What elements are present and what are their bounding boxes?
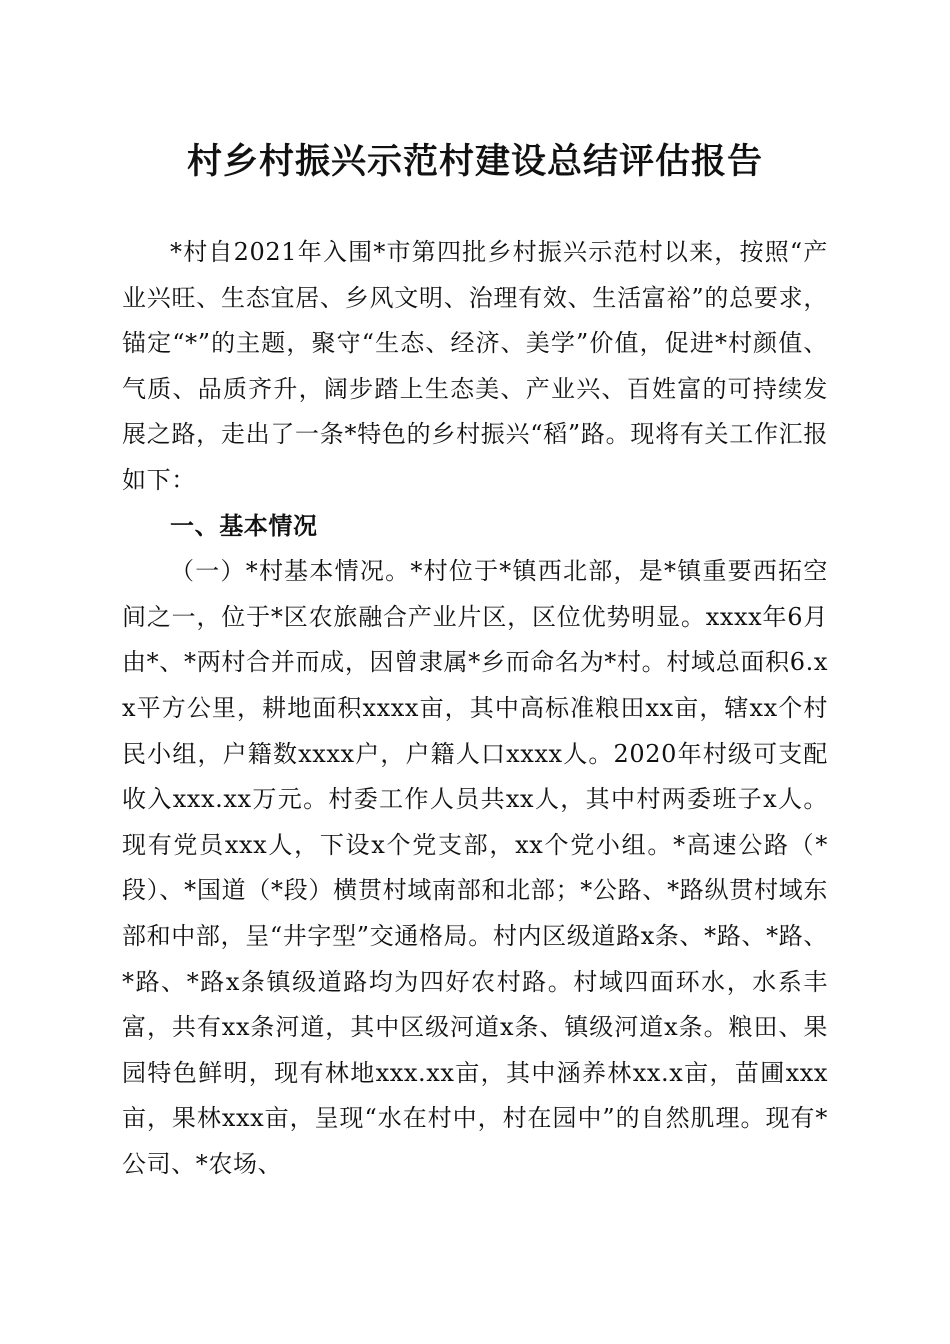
basic-situation-paragraph: （一）*村基本情况。*村位于*镇西北部，是*镇重要西拓空间之一，位于*区农旅融合产业片区，区位优势明显。xxxx年6月由*、*两村合并而成，因曾隶属*乡而命名为*村。村域总面积6.xx平方公里，耕地面积xxxx亩，其中高标准粮田xx亩，辖xx个村民小组，户籍数xxxx户，户籍人口xxxx人。2020年村级可支配收入xxx.xx万元。村委工作人员共xx人，其中村两委班子x人。现有党员xxx人，下设x个党支部，xx个党小组。*高速公路（*段）、*国道（*段）横贯村域南部和北部；*公路、*路纵贯村域东部和中部，呈“井字型”交通格局。村内区级道路x条、*路、*路、*路、*路x条镇级道路均为四好农村路。村域四面环水，水系丰富，共有xx条河道，其中区级河道x条、镇级河道x条。粮田、果园特色鲜明，现有林地xxx.xx亩，其中涵养林xx.x亩，苗圃xxx亩，果林xxx亩，呈现“水在村中，村在园中”的自然肌理。现有*公司、*农场、 (122, 557, 829, 1178)
section-heading-basic-situation: 一、基本情况 (170, 511, 318, 540)
document-body (122, 230, 828, 1187)
document-title: 村乡村振兴示范村建设总结评估报告 (186, 141, 763, 182)
intro-paragraph: *村自2021年入围*市第四批乡村振兴示范村以来，按照“产业兴旺、生态宜居、乡风文明、治理有效、生活富裕”的总要求，锚定“*”的主题，聚守“生态、经济、美学”价值，促进*村颜值、气质、品质齐升，阔步踏上生态美、产业兴、百姓富的可持续发展之路，走出了一条*特色的乡村振兴“稻”路。现将有关工作汇报如下： (122, 238, 828, 494)
